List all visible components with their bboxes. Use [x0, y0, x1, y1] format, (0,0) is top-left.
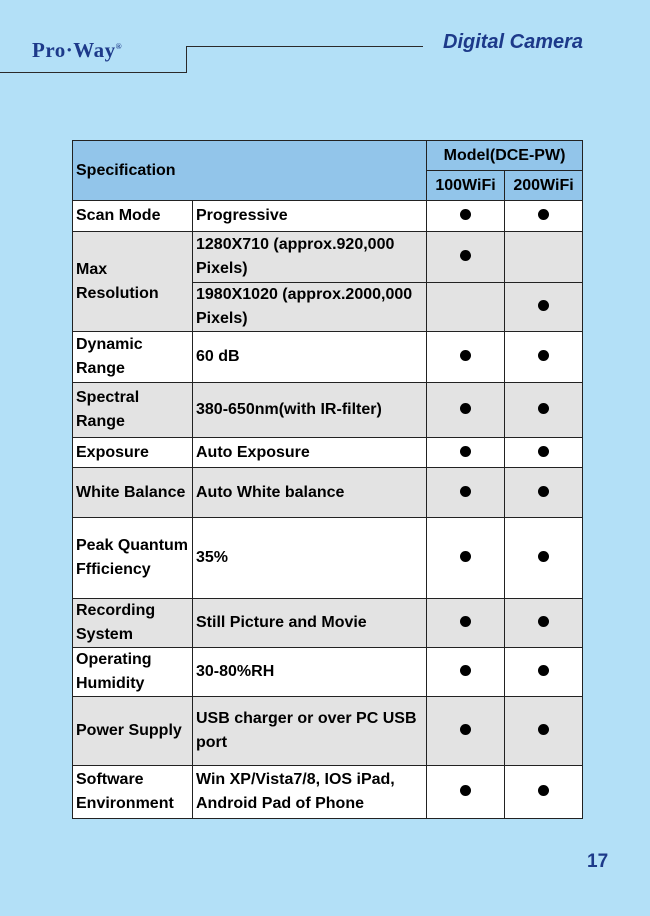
row-value: Auto Exposure	[193, 438, 427, 468]
bullet-icon	[538, 486, 549, 497]
model-header: Model(DCE-PW)	[427, 141, 583, 171]
availability-cell	[505, 283, 583, 332]
availability-cell	[427, 518, 505, 599]
bullet-icon	[460, 403, 471, 414]
availability-cell	[505, 697, 583, 766]
table-title: Specification	[73, 141, 427, 201]
row-label: Exposure	[73, 438, 193, 468]
availability-cell	[427, 232, 505, 283]
availability-cell	[505, 766, 583, 819]
column-header-100wifi: 100WiFi	[427, 171, 505, 201]
row-value: 1280X710 (approx.920,000 Pixels)	[193, 232, 427, 283]
bullet-icon	[538, 785, 549, 796]
bullet-icon	[538, 616, 549, 627]
row-label: Dynamic Range	[73, 332, 193, 383]
bullet-icon	[460, 350, 471, 361]
row-label: Max Resolution	[73, 232, 193, 332]
availability-cell	[427, 438, 505, 468]
availability-cell	[505, 201, 583, 232]
row-label: Spectral Range	[73, 383, 193, 438]
row-label: Peak Quantum Ffficiency	[73, 518, 193, 599]
availability-cell	[427, 383, 505, 438]
bullet-icon	[538, 724, 549, 735]
row-label: Software Environment	[73, 766, 193, 819]
row-label: Scan Mode	[73, 201, 193, 232]
header-rule-step	[186, 46, 187, 73]
availability-cell	[505, 648, 583, 697]
availability-cell-empty	[505, 232, 583, 283]
availability-cell	[505, 518, 583, 599]
availability-cell	[505, 468, 583, 518]
header-rule-left	[0, 72, 187, 73]
row-value: Still Picture and Movie	[193, 599, 427, 648]
logo-text: Pro·Way	[32, 38, 116, 62]
specification-table	[72, 140, 583, 819]
bullet-icon	[460, 785, 471, 796]
availability-cell-empty	[427, 283, 505, 332]
bullet-icon	[460, 665, 471, 676]
availability-cell	[427, 332, 505, 383]
availability-cell	[427, 201, 505, 232]
row-value: 380-650nm(with IR-filter)	[193, 383, 427, 438]
brand-logo	[32, 38, 122, 63]
availability-cell	[427, 468, 505, 518]
bullet-icon	[460, 446, 471, 457]
bullet-icon	[460, 250, 471, 261]
bullet-icon	[460, 486, 471, 497]
row-value: Auto White balance	[193, 468, 427, 518]
header-title: Digital Camera	[443, 31, 584, 53]
row-value: 35%	[193, 518, 427, 599]
availability-cell	[427, 766, 505, 819]
bullet-icon	[460, 724, 471, 735]
header-rule-top	[186, 46, 423, 47]
row-label: Power Supply	[73, 697, 193, 766]
availability-cell	[505, 383, 583, 438]
row-value: 1980X1020 (approx.2000,000 Pixels)	[193, 283, 427, 332]
bullet-icon	[538, 403, 549, 414]
row-value: 60 dB	[193, 332, 427, 383]
availability-cell	[427, 599, 505, 648]
bullet-icon	[538, 446, 549, 457]
bullet-icon	[538, 300, 549, 311]
column-header-200wifi: 200WiFi	[505, 171, 583, 201]
availability-cell	[427, 697, 505, 766]
page-number: 17	[587, 851, 609, 872]
availability-cell	[505, 438, 583, 468]
row-value: Win XP/Vista7/8, IOS iPad, Android Pad of Phone	[193, 766, 427, 819]
row-label: Recording System	[73, 599, 193, 648]
bullet-icon	[538, 209, 549, 220]
bullet-icon	[538, 350, 549, 361]
availability-cell	[505, 332, 583, 383]
row-label: White Balance	[73, 468, 193, 518]
registered-mark: ®	[115, 42, 123, 51]
bullet-icon	[460, 551, 471, 562]
availability-cell	[427, 648, 505, 697]
availability-cell	[505, 599, 583, 648]
row-value: USB charger or over PC USB port	[193, 697, 427, 766]
bullet-icon	[460, 616, 471, 627]
bullet-icon	[538, 665, 549, 676]
row-value: Progressive	[193, 201, 427, 232]
bullet-icon	[460, 209, 471, 220]
row-label: Operating Humidity	[73, 648, 193, 697]
bullet-icon	[538, 551, 549, 562]
row-value: 30-80%RH	[193, 648, 427, 697]
